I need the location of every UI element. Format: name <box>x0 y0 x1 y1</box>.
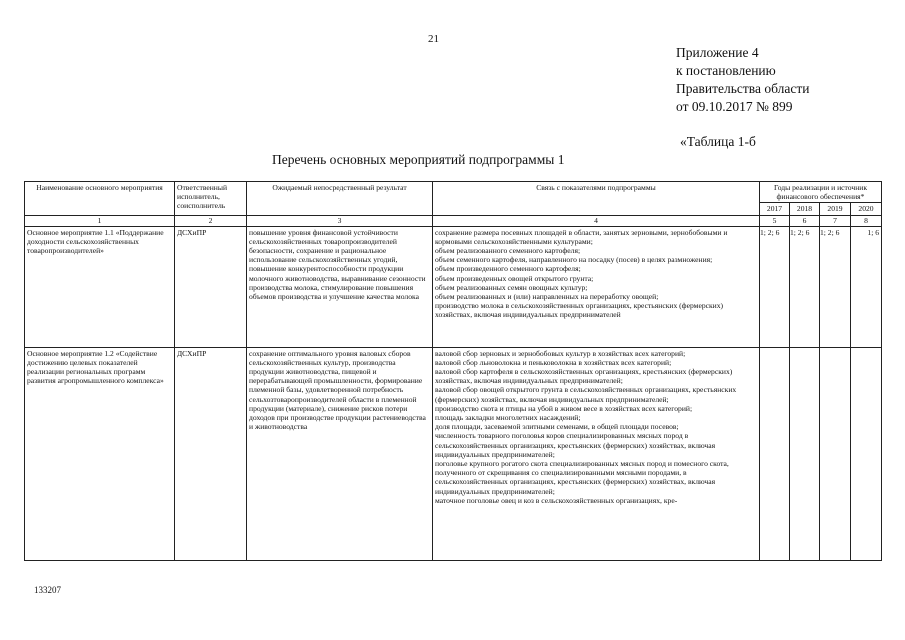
indicator-item: объем реализованных и (или) направленных на переработку овощей; <box>435 292 659 302</box>
year-2019-sources <box>820 347 851 560</box>
indicator-item: объем произведенных овощей открытого грунта; <box>435 273 594 283</box>
indicator-item: поголовье крупного рогатого скота специализированных мясных пород и помесного скота, полученного от скрещивания со специализированными мясными породами, в сельскохозяйственных организациях, крестьянских (фермерских) хозяйствах, включая индивидуальных предпринимателей; <box>435 459 729 496</box>
indicator-item: доля площади, засеваемой элитными семенами, в общей площади посевов; <box>435 422 679 432</box>
header-year-2019: 2019 <box>820 203 851 215</box>
indicator-item: объем произведенного семенного картофеля; <box>435 264 581 274</box>
year-2017-sources: 1; 2; 6 <box>760 226 790 347</box>
column-number: 6 <box>790 215 820 226</box>
activity-name: Основное мероприятие 1.1 «Поддержание доходности сельскохозяйственных товаропроизводителей» <box>25 226 175 347</box>
indicator-item: численность товарного поголовья коров специализированных мясных пород в сельскохозяйственных организациях, крестьянских (фермерских) хозяйствах, включая индивидуальных предпринимателей; <box>435 431 716 459</box>
column-number: 8 <box>851 215 882 226</box>
appendix-block <box>676 44 809 116</box>
column-number-row <box>25 215 882 226</box>
indicators-list <box>433 347 760 560</box>
column-number: 4 <box>433 215 760 226</box>
header-year-2017: 2017 <box>760 203 790 215</box>
indicator-item: валовой сбор картофеля в сельскохозяйственных организациях, крестьянских (фермерских) хозяйствах, включая индивидуальных предпринимателей; <box>435 367 733 386</box>
page-title: Перечень основных мероприятий подпрограммы 1 <box>272 152 565 167</box>
year-2018-sources: 1; 2; 6 <box>790 226 820 347</box>
year-2019-sources: 1; 2; 6 <box>820 226 851 347</box>
indicator-item: маточное поголовье овец и коз в сельскохозяйственных организациях, кре- <box>435 495 678 505</box>
header-year-2020: 2020 <box>851 203 882 215</box>
header-activity-name: Наименование основного мероприятия <box>25 182 175 216</box>
executor: ДСХиПР <box>175 347 247 560</box>
header-indicators-link: Связь с показателями подпрограммы <box>433 182 760 216</box>
expected-result: сохранение оптимального уровня валовых сборов сельскохозяйственных культур, производства продукции животноводства, пищевой и перерабатывающей промышленности, формирование племенной базы, удовлетворенной потребность сельхозтоваропроизводителей области в племенной продукции (материале), снижение рисков потери доходов при производстве продукции растениеводства и животноводства <box>247 347 433 560</box>
column-number: 3 <box>247 215 433 226</box>
indicator-item: сохранение размера посевных площадей в области, занятых зерновыми, зернобобовыми и кормовыми сельскохозяйственными культурами; <box>435 227 728 246</box>
indicator-item: производство скота и птицы на убой в живом весе в хозяйствах всех категорий; <box>435 403 693 413</box>
indicator-item: валовой сбор льноволокна и пеньковолокна в хозяйствах всех категорий; <box>435 357 672 367</box>
indicators-list <box>433 226 760 347</box>
indicator-item: объем реализованного семенного картофеля; <box>435 246 581 256</box>
column-number: 1 <box>25 215 175 226</box>
header-year-2018: 2018 <box>790 203 820 215</box>
indicator-item: объем реализованных семян овощных культур; <box>435 282 588 292</box>
table-label: «Таблица 1-б <box>680 134 756 149</box>
indicator-item: валовой сбор овощей открытого грунта в сельскохозяйственных организациях, крестьянских (фермерских) хозяйствах, включая индивидуальных предпринимателей; <box>435 385 737 404</box>
indicator-item: производство молока в сельскохозяйственных организациях, крестьянских (фермерских) хозяйствах, включая индивидуальных предпринимателей <box>435 301 724 320</box>
header-years-funding: Годы реализации и источник финансового обеспечения* <box>760 182 882 203</box>
indicator-item: валовой сбор зерновых и зернобобовых культур в хозяйствах всех категорий; <box>435 348 686 358</box>
appendix-line: Правительства области <box>676 81 810 96</box>
table-row <box>25 226 882 347</box>
appendix-line: Приложение 4 <box>676 45 759 60</box>
executor: ДСХиПР <box>175 226 247 347</box>
year-2017-sources <box>760 347 790 560</box>
year-2020-sources <box>851 347 882 560</box>
column-number: 5 <box>760 215 790 226</box>
table-row <box>25 347 882 560</box>
expected-result: повышение уровня финансовой устойчивости сельскохозяйственных товаропроизводителей безопасности, сохранение и рациональное использование сельскохозяйственных угодий, повышение конкурентоспособности продукции молочного животноводства, выравнивание сезонности производства молока, стимулирование повышения объемов производства и улучшение качества молока <box>247 226 433 347</box>
activity-name: Основное мероприятие 1.2 «Содействие достижению целевых показателей реализации региональных программ развития агропромышленного комплекса» <box>25 347 175 560</box>
activities-table <box>24 181 882 561</box>
appendix-line: к постановлению <box>676 63 776 78</box>
document-id: 133207 <box>34 585 61 595</box>
year-2020-sources: 1; 6 <box>851 226 882 347</box>
indicator-item: объем семенного картофеля, направленного на посадку (посев) в целях размножения; <box>435 255 713 265</box>
appendix-line: от 09.10.2017 № 899 <box>676 99 793 114</box>
page-number: 21 <box>428 33 439 45</box>
column-number: 2 <box>175 215 247 226</box>
indicator-item: площадь закладки многолетних насаждений; <box>435 413 581 423</box>
header-expected-result: Ожидаемый непосредственный результат <box>247 182 433 216</box>
column-number: 7 <box>820 215 851 226</box>
header-executor: Ответственный исполнитель, соисполнитель <box>175 182 247 216</box>
year-2018-sources <box>790 347 820 560</box>
